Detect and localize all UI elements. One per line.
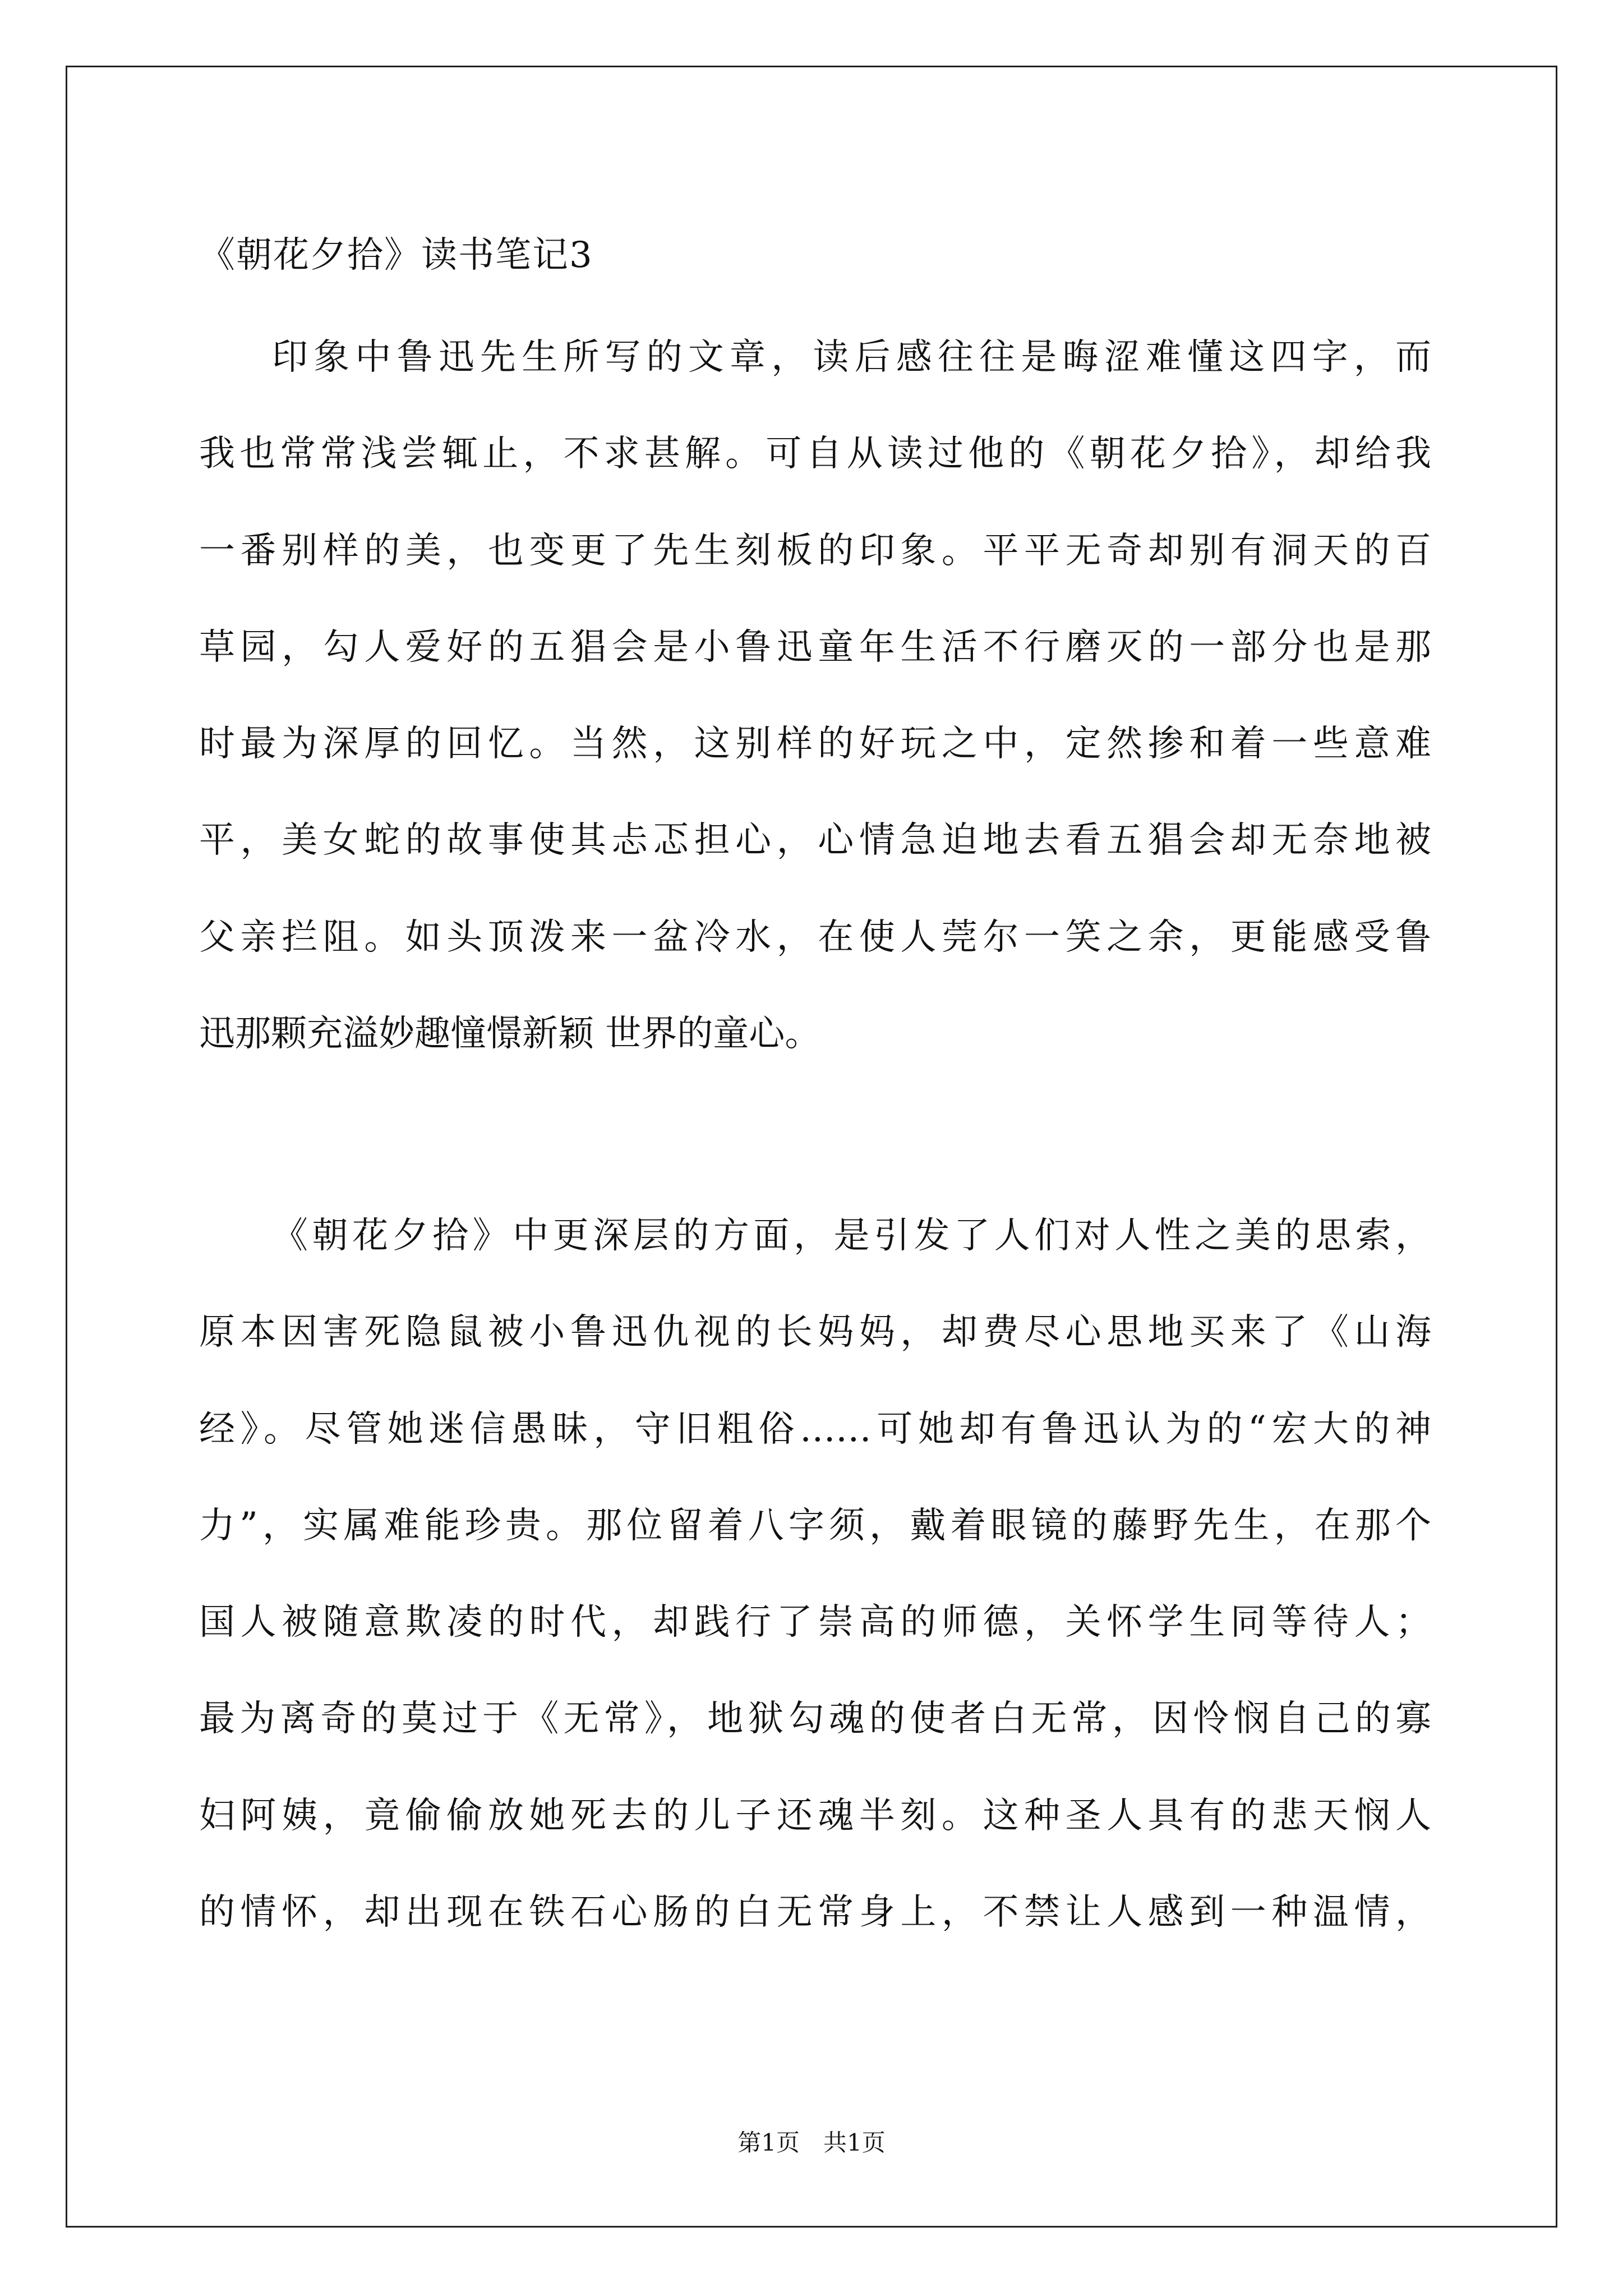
paragraph-1 xyxy=(199,309,1431,1082)
paragraph-line: 迅那颗充溢妙趣憧憬新颖 世界的童心。 xyxy=(199,1013,821,1055)
paragraph-line: 国人被随意欺凌的时代，却践行了崇高的师德，关怀学生同等待人； xyxy=(199,1602,1431,1644)
page-footer: 第1页 共1页 xyxy=(737,2129,886,2156)
paragraph-line: 父亲拦阻。如头顶泼来一盆冷水，在使人莞尔一笑之余，更能感受鲁 xyxy=(199,916,1431,958)
paragraph-line: 最为离奇的莫过于《无常》，地狱勾魂的使者白无常，因怜悯自己的寡 xyxy=(199,1698,1431,1740)
paragraph-line: 印象中鲁迅先生所写的文章，读后感往往是晦涩难懂这四字，而 xyxy=(272,337,1431,378)
paragraph-line: 我也常常浅尝辄止，不求甚解。可自从读过他的《朝花夕拾》，却给我 xyxy=(199,433,1431,475)
paragraph-line: 力”，实属难能珍贵。那位留着八字须，戴着眼镜的藤野先生，在那个 xyxy=(199,1504,1431,1547)
paragraph-line: 的情怀，却出现在铁石心肠的白无常身上，不禁让人感到一种温情， xyxy=(199,1892,1431,1934)
document-title: 《朝花夕拾》读书笔记3 xyxy=(199,234,593,276)
paragraph-line: 妇阿姨，竟偷偷放她死去的儿子还魂半刻。这种圣人具有的悲天悯人 xyxy=(199,1795,1431,1837)
paragraph-2 xyxy=(199,1188,1431,1961)
paragraph-line: 经》。尽管她迷信愚昧，守旧粗俗……可她却有鲁迅认为的“宏大的神 xyxy=(199,1408,1431,1450)
paragraph-line: 草园，勾人爱好的五猖会是小鲁迅童年生活不行磨灭的一部分也是那 xyxy=(199,626,1431,668)
paragraph-line: 一番别样的美，也变更了先生刻板的印象。平平无奇却别有洞天的百 xyxy=(199,530,1431,572)
paragraph-line: 《朝花夕拾》中更深层的方面，是引发了人们对人性之美的思索， xyxy=(272,1215,1431,1257)
paragraph-line: 平，美女蛇的故事使其忐忑担心，心情急迫地去看五猖会却无奈地被 xyxy=(199,820,1431,862)
paragraph-line: 原本因害死隐鼠被小鲁迅仇视的长妈妈，却费尽心思地买来了《山海 xyxy=(199,1312,1431,1354)
paragraph-line: 时最为深厚的回忆。当然，这别样的好玩之中，定然掺和着一些意难 xyxy=(199,723,1431,765)
